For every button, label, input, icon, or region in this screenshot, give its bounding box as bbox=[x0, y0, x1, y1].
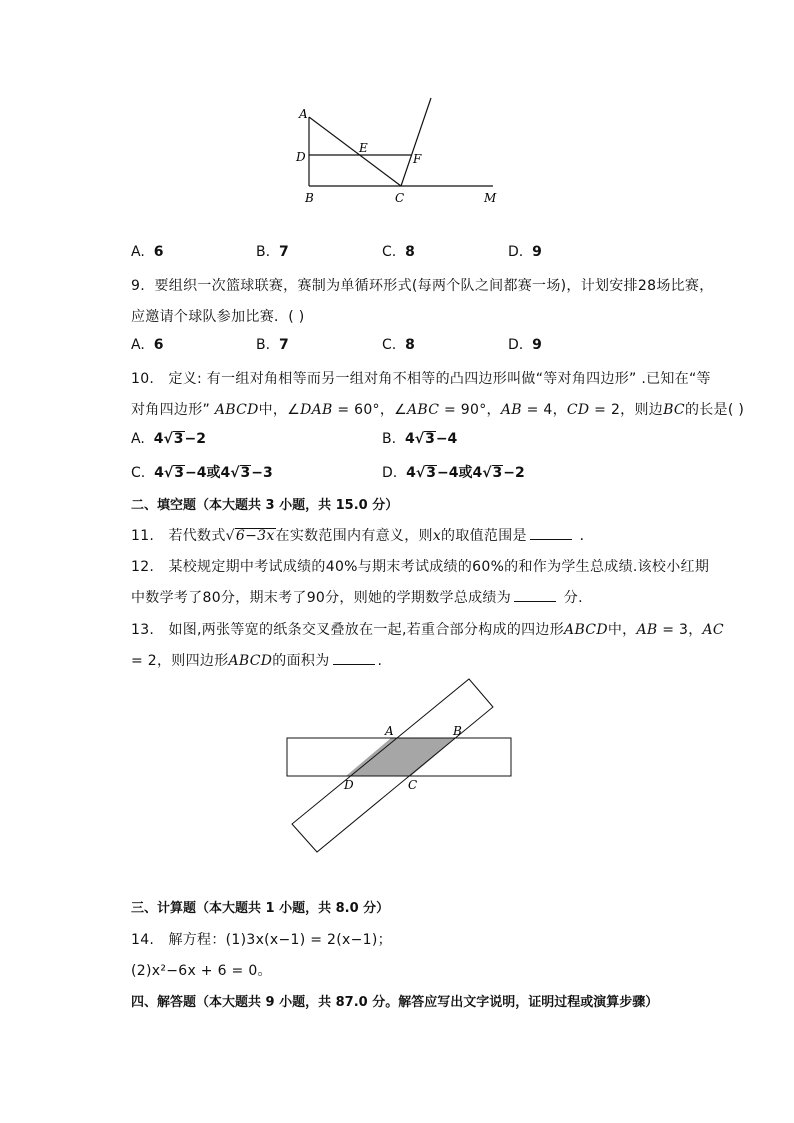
q13-stem-line1: 13. 如图,两张等宽的纸条交叉叠放在一起,若重合部分构成的四边形ABCD中，AB = 3，AC bbox=[131, 622, 724, 638]
section-heading-calculation: 三、计算题（本大题共 1 小题，共 8.0 分） bbox=[131, 901, 390, 916]
q9-option-a: A. 6 bbox=[131, 337, 164, 353]
figure-triangle-diagram bbox=[285, 95, 515, 210]
label-D2: D bbox=[344, 778, 354, 792]
q8-option-d: D. 9 bbox=[508, 244, 542, 260]
q11-number: 11. bbox=[131, 528, 155, 544]
q9-option-c: C. 8 bbox=[382, 337, 415, 353]
label-D: D bbox=[296, 150, 306, 164]
label-C2: C bbox=[408, 778, 418, 792]
ray-cf bbox=[401, 98, 431, 186]
figure-paper-strips bbox=[280, 672, 520, 857]
q10-stem-line2: 对角四边形” ABCD中，∠DAB = 60°，∠ABC = 90°，AB = 4，CD = 2，则边BC的长是( ) bbox=[131, 402, 745, 418]
label-M: M bbox=[484, 191, 497, 205]
q10-option-d: D. 4√3−4或4√3−2 bbox=[382, 465, 525, 481]
q8-option-b: B. 7 bbox=[256, 244, 289, 260]
q10-option-c: C. 4√3−4或4√3−3 bbox=[131, 465, 273, 481]
section-heading-fill-in: 二、填空题（本大题共 3 小题，共 15.0 分） bbox=[131, 498, 399, 513]
q10-stem-line1 bbox=[131, 368, 711, 388]
q14-number: 14. bbox=[131, 932, 155, 948]
label-A: A bbox=[299, 107, 308, 121]
q10-option-a: A. 4√3−2 bbox=[131, 431, 207, 447]
q9-text-line1: 要组织一次篮球联赛，赛制为单循环形式(每两个队之间都赛一场)，计划安排28场比赛， bbox=[154, 278, 714, 294]
q11-answer-blank[interactable] bbox=[530, 527, 572, 540]
q13-number: 13. bbox=[131, 622, 155, 638]
q12-stem-line1: 12. 某校规定期中考试成绩的40%与期末考试成绩的60%的和作为学生总成绩.该校小红期 bbox=[131, 559, 710, 575]
q9-number: 9. bbox=[131, 278, 145, 294]
q9-stem-line2: 应邀请个球队参加比赛．( ) bbox=[131, 309, 305, 325]
q14-stem-line2: (2)x²−6x + 6 = 0。 bbox=[131, 963, 272, 979]
label-B: B bbox=[305, 191, 314, 205]
q10-option-b: B. 4√3−4 bbox=[382, 431, 458, 447]
segment-ac bbox=[309, 117, 401, 186]
q12-stem-line2: 中数学考了80分，期末考了90分，则她的学期数学总成绩为 分. bbox=[131, 590, 583, 606]
q11-stem: 11. 若代数式√6−3x在实数范围内有意义，则x的取值范围是 ． bbox=[131, 528, 594, 544]
q12-number: 12. bbox=[131, 559, 155, 575]
label-E: E bbox=[359, 141, 368, 155]
q10-text-line1: 定义: 有一组对角相等而另一组对角不相等的凸四边形叫做“等对角四边形” .已知在“等 bbox=[168, 371, 711, 387]
q9-stem-line1 bbox=[131, 275, 714, 295]
label-A2: A bbox=[385, 724, 394, 738]
label-C: C bbox=[395, 191, 405, 205]
q13-answer-blank[interactable] bbox=[333, 652, 375, 665]
overlap-parallelogram bbox=[346, 738, 456, 776]
label-B2: B bbox=[453, 724, 462, 738]
label-F: F bbox=[413, 152, 422, 166]
q8-option-a: A. 6 bbox=[131, 244, 164, 260]
q9-option-d: D. 9 bbox=[508, 337, 542, 353]
q12-answer-blank[interactable] bbox=[514, 589, 556, 602]
q13-stem-line2: = 2，则四边形ABCD的面积为 . bbox=[131, 653, 383, 669]
section-heading-answer: 四、解答题（本大题共 9 小题，共 87.0 分。解答应写出文字说明，证明过程或演算步骤） bbox=[131, 995, 659, 1010]
q8-option-c: C. 8 bbox=[382, 244, 415, 260]
q9-option-b: B. 7 bbox=[256, 337, 289, 353]
q14-stem-line1: 14. 解方程：(1)3x(x−1) = 2(x−1)； bbox=[131, 932, 392, 948]
q10-number: 10. bbox=[131, 371, 155, 387]
